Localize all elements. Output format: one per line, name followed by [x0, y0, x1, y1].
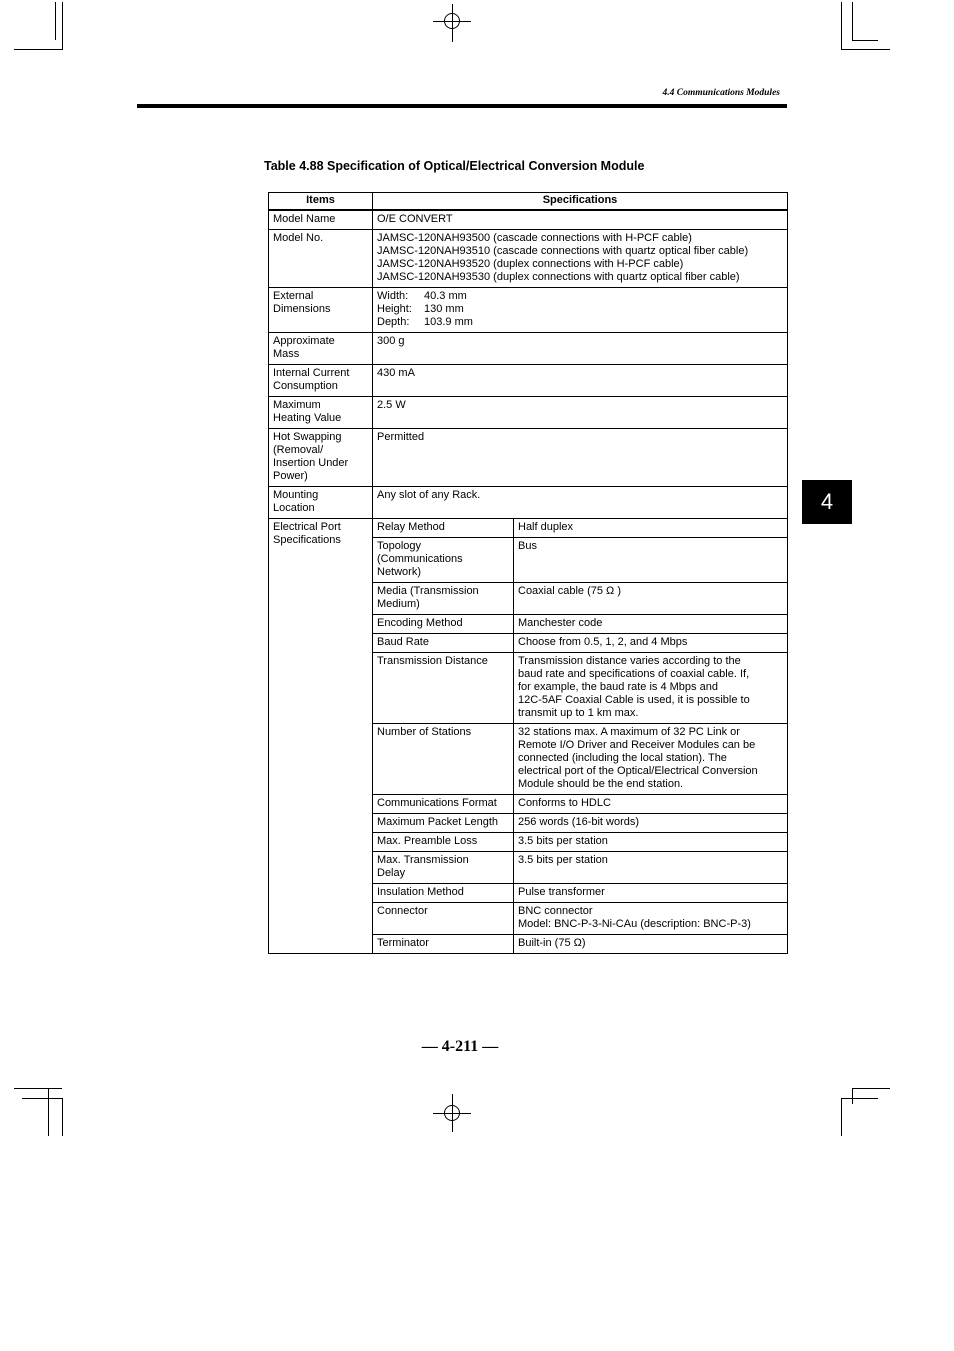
subrow-spec: Coaxial cable (75 Ω ): [514, 583, 788, 615]
table-header-row: [269, 193, 788, 211]
chapter-tab: 4: [802, 480, 852, 524]
subrow-item: Maximum Packet Length: [373, 814, 514, 833]
row-label: Hot Swapping (Removal/ Insertion Under Power): [269, 429, 373, 487]
subrow-item: Topology (Communications Network): [373, 538, 514, 583]
row-value: [373, 230, 788, 288]
subrow-spec: Conforms to HDLC: [514, 795, 788, 814]
row-value: O/E CONVERT: [373, 210, 788, 230]
subrow-item: Encoding Method: [373, 615, 514, 634]
row-value: 300 g: [373, 333, 788, 365]
subrow-spec: Choose from 0.5, 1, 2, and 4 Mbps: [514, 634, 788, 653]
row-label: Approximate Mass: [269, 333, 373, 365]
header-rule: [137, 104, 787, 108]
row-label: Electrical Port Specifications: [269, 519, 373, 954]
model-number: JAMSC-120NAH93500 (cascade connections with H-PCF cable): [377, 232, 692, 244]
row-value: [373, 288, 788, 333]
subrow-item: Connector: [373, 903, 514, 935]
row-label: Maximum Heating Value: [269, 397, 373, 429]
subrow-item: Terminator: [373, 935, 514, 954]
table-row: [269, 429, 788, 487]
row-label: Mounting Location: [269, 487, 373, 519]
table-title: Table 4.88 Specification of Optical/Electrical Conversion Module: [264, 159, 645, 173]
row-value: 430 mA: [373, 365, 788, 397]
subrow-spec: Half duplex: [514, 519, 788, 538]
model-number: JAMSC-120NAH93530 (duplex connections with quartz optical fiber cable): [377, 271, 740, 283]
page-number: — 4-211 —: [421, 1038, 499, 1055]
table-row: [269, 487, 788, 519]
row-label: Model No.: [269, 230, 373, 288]
table-row: [269, 333, 788, 365]
row-value: Any slot of any Rack.: [373, 487, 788, 519]
table-row: [269, 230, 788, 288]
subrow-spec: Built-in (75 Ω): [514, 935, 788, 954]
subrow-item: Transmission Distance: [373, 653, 514, 724]
table-row: [269, 288, 788, 333]
subrow-item: Max. Preamble Loss: [373, 833, 514, 852]
table-row: [269, 365, 788, 397]
subrow-spec: BNC connector Model: BNC-P-3-Ni-CAu (description: BNC-P-3): [514, 903, 788, 935]
table-row: [269, 519, 788, 538]
table-row: [269, 397, 788, 429]
dimension-depth: Depth: 103.9 mm: [377, 316, 473, 328]
row-label: Internal Current Consumption: [269, 365, 373, 397]
specification-table: [268, 192, 788, 954]
table-row: [269, 210, 788, 230]
subrow-item: Baud Rate: [373, 634, 514, 653]
subrow-spec: Pulse transformer: [514, 884, 788, 903]
subrow-spec: Bus: [514, 538, 788, 583]
row-label: External Dimensions: [269, 288, 373, 333]
subrow-spec: 256 words (16-bit words): [514, 814, 788, 833]
subrow-item: Media (Transmission Medium): [373, 583, 514, 615]
model-number: JAMSC-120NAH93510 (cascade connections with quartz optical fiber cable): [377, 245, 749, 257]
running-header: 4.4 Communications Modules: [662, 88, 780, 98]
subrow-spec: 3.5 bits per station: [514, 852, 788, 884]
dimension-height: Height: 130 mm: [377, 303, 464, 315]
column-header-items: Items: [269, 193, 373, 211]
row-label: Model Name: [269, 210, 373, 230]
subrow-item: Relay Method: [373, 519, 514, 538]
subrow-item: Communications Format: [373, 795, 514, 814]
row-value: 2.5 W: [373, 397, 788, 429]
row-value: Permitted: [373, 429, 788, 487]
model-number: JAMSC-120NAH93520 (duplex connections with H-PCF cable): [377, 258, 684, 270]
subrow-spec: Transmission distance varies according to the baud rate and specifications of coaxial cable. If, for example, the baud rate is 4 Mbps and 12C-5AF Coaxial Cable is used, it is possible to transmit up to 1 km max.: [514, 653, 788, 724]
subrow-spec: Manchester code: [514, 615, 788, 634]
subrow-spec: 32 stations max. A maximum of 32 PC Link or Remote I/O Driver and Receiver Modules can be connected (including the local station). The electrical port of the Optical/Electrical Conversion Module should be the end station.: [514, 724, 788, 795]
subrow-spec: 3.5 bits per station: [514, 833, 788, 852]
subrow-item: Insulation Method: [373, 884, 514, 903]
subrow-item: Number of Stations: [373, 724, 514, 795]
dimension-width: Width: 40.3 mm: [377, 290, 467, 302]
column-header-specifications: Specifications: [373, 193, 788, 211]
subrow-item: Max. Transmission Delay: [373, 852, 514, 884]
